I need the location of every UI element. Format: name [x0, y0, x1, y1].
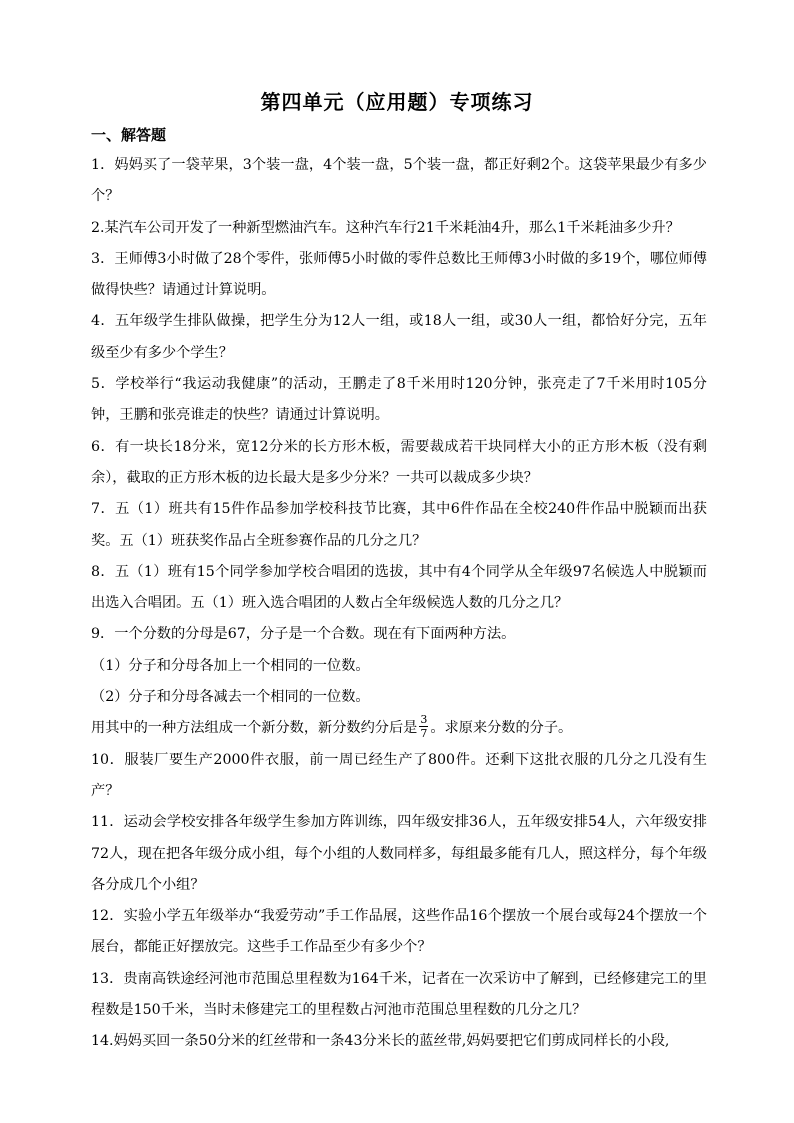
question-1: 1．妈妈买了一袋苹果，3个装一盘，4个装一盘，5个装一盘，都正好剩2个。这袋苹果最少有多少个？ [91, 157, 707, 205]
question-10: 10．服装厂要生产2000件衣服，前一周已经生产了800件。还剩下这批衣服的几分之几没有生产？ [91, 751, 707, 799]
fraction-denominator: 7 [420, 726, 428, 740]
question-14: 14.妈妈买回一条50分米的红丝带和一条43分米长的蓝丝带,妈妈要把它们剪成同样长的小段, [91, 1033, 670, 1050]
question-12: 12．实验小学五年级举办“我爱劳动”手工作品展，这些作品16个摆放一个展台或每24个摆放一个展台，都能正好摆放完。这些手工作品至少有多少个？ [91, 908, 707, 956]
question-9: 9．一个分数的分母是67，分子是一个合数。现在有下面两种方法。 [91, 626, 516, 643]
question-13: 13．贵南高铁途经河池市范围总里程数为164千米，记者在一次采访中了解到，已经修建完工的里程数是150千米，当时未修建完工的里程数占河池市范围总里程数的几分之几？ [91, 970, 707, 1019]
question-5: 5．学校举行“我运动我健康”的活动，王鹏走了8千米用时120分钟，张亮走了7千米用时105分钟，王鹏和张亮谁走的快些？请通过计算说明。 [91, 376, 707, 424]
question-11: 11．运动会学校安排各年级学生参加方阵训练，四年级安排36人，五年级安排54人，六年级安排72人，现在把各年级分成小组，每个小组的人数同样多，每组最多能有几人，照这样分，每个年级各分成几个小组？ [91, 814, 707, 893]
section-heading: 一、解答题 [91, 126, 167, 144]
fraction-numerator: 3 [420, 712, 428, 726]
question-3: 3．王师傅3小时做了28个零件，张师傅5小时做的零件总数比王师傅3小时做的多19个，哪位师傅做得快些？请通过计算说明。 [91, 250, 707, 299]
question-8: 8．五（1）班有15个同学参加学校合唱团的选拔，其中有4个同学从全年级97名候选人中脱颖而出选入合唱团。五（1）班入选合唱团的人数占全年级候选人数的几分之几？ [91, 563, 707, 612]
question-2: 2.某汽车公司开发了一种新型燃油汽车。这种汽车行21千米耗油4升，那么1千米耗油多少升？ [91, 219, 680, 236]
question-6: 6．有一块长18分米，宽12分米的长方形木板，需要裁成若干块同样大小的正方形木板（没有剩余），截取的正方形木板的边长最大是多少分米？一共可以裁成多少块？ [91, 438, 707, 486]
page-title: 第四单元（应用题）专项练习 [260, 90, 534, 114]
question-list [91, 150, 707, 1058]
question-9-option-1: （1）分子和分母各加上一个相同的一位数。 [91, 657, 370, 674]
question-9-tail-after: 。求原来分数的分子。 [430, 720, 573, 737]
question-4: 4．五年级学生排队做操，把学生分为12人一组，或18人一组，或30人一组，都恰好分完，五年级至少有多少个学生？ [91, 313, 707, 361]
question-9-tail-before: 用其中的一种方法组成一个新分数，新分数约分后是 [91, 720, 418, 737]
question-9-option-2: （2）分子和分母各减去一个相同的一位数。 [91, 689, 370, 706]
fraction [419, 713, 428, 740]
question-9-tail [91, 713, 707, 744]
question-7: 7．五（1）班共有15件作品参加学校科技节比赛，其中6件作品在全校240件作品中脱颖而出获奖。五（1）班获奖作品占全班参赛作品的几分之几？ [91, 501, 707, 549]
